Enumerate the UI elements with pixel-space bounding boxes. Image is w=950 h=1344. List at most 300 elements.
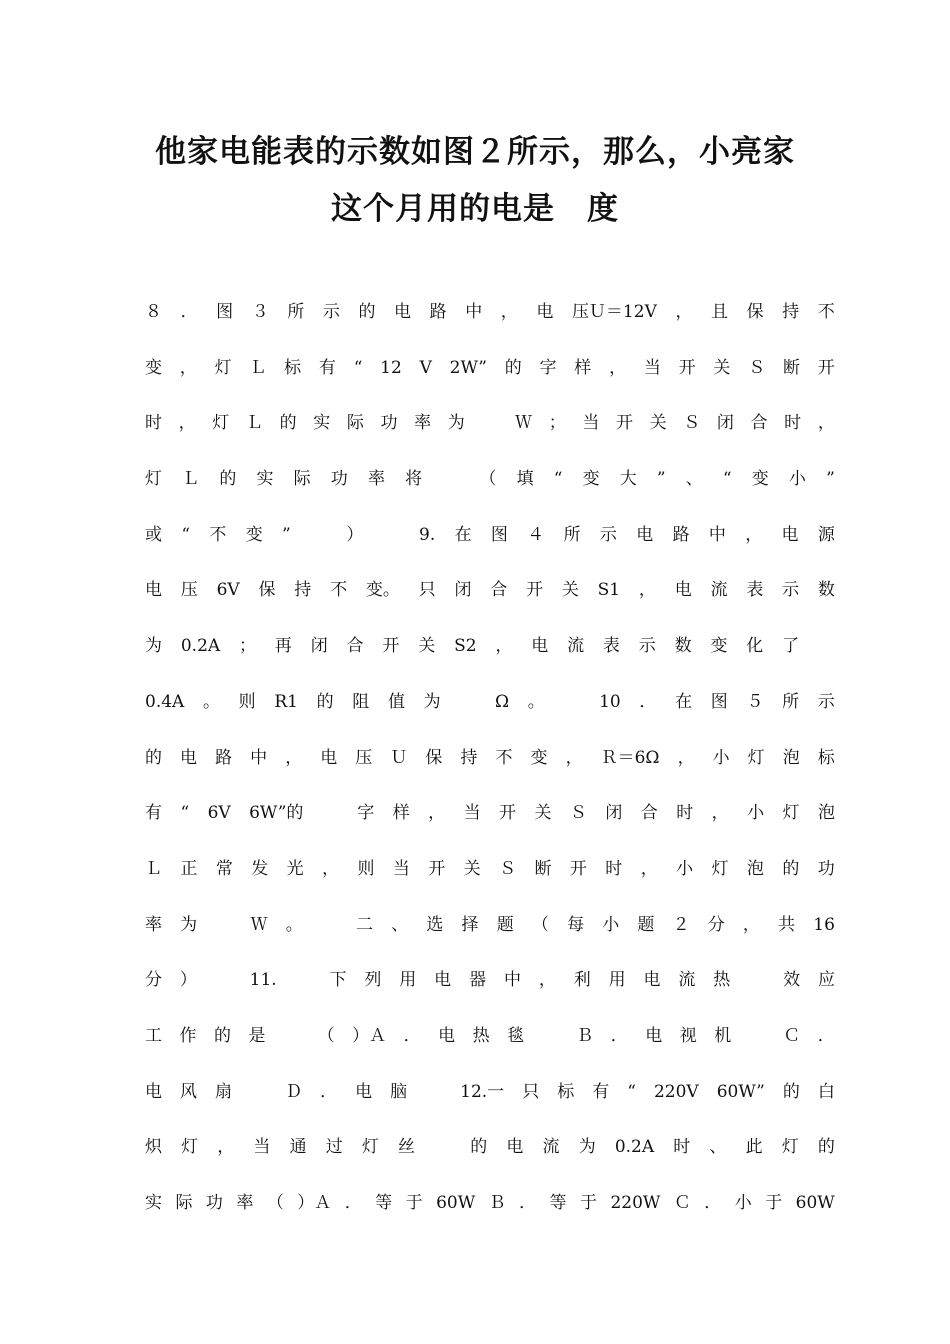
body-token: 为 [423,691,441,712]
body-token: 闭 [716,413,734,434]
body-token: 此 [745,1137,763,1158]
body-token: 0.2A [614,1137,655,1158]
body-token: 实 [256,469,274,490]
body-token: 断 [782,357,800,378]
body-token: 示 [782,580,800,601]
body-token: 小 [676,858,694,879]
body-token [321,909,338,965]
body-token: 时 [673,1137,691,1158]
body-token: 功 [380,413,398,434]
body-token: 持 [460,747,478,768]
body-token: 11. [249,970,277,991]
body-token: 际 [346,413,364,434]
body-token [749,1020,766,1076]
body-token: 0.4A [145,691,185,712]
body-token: （ [531,914,549,935]
body-token: ３ [251,302,269,322]
body-token: 电 [645,1025,663,1046]
body-token: 作 [179,1025,197,1046]
body-token: 灯 [747,747,765,768]
body-token: 0.2A [180,636,221,657]
body-token: “ [180,803,190,824]
body-token: 应 [817,970,835,991]
body-token: 工 [145,1025,162,1046]
body-token: Ｌ [249,357,267,378]
body-token: 且 [711,302,729,322]
body-token: ” [826,469,835,490]
body-token: 路 [672,524,690,545]
body-token: （ [317,1025,335,1046]
body-token: ）Ａ [297,1193,332,1213]
body-token: 中 [503,970,521,991]
body-token: 开 [526,580,544,601]
body-token: 电 [636,524,654,545]
body-token: ５ [746,691,764,712]
body-token [442,463,459,519]
body-token: ； [239,636,256,657]
body-token: 中 [465,302,483,322]
body-token: 样 [574,357,592,378]
body-token: 关 [418,636,436,657]
body-token: 分 [707,914,725,935]
body-line [145,1020,835,1076]
body-token: 值 [387,691,405,712]
body-token: 60W [795,1193,835,1213]
body-token: 有 [145,803,162,824]
body-token: 开 [382,636,400,657]
body-line [145,352,835,408]
body-token: 分 [145,970,162,991]
body-token: 9. [419,524,436,545]
body-token [250,1076,267,1132]
body-token: 利 [573,970,591,991]
body-token: 白 [817,1081,835,1102]
body-token: 光 [286,858,304,879]
body-token: 16 [813,914,835,935]
body-token: ） [179,970,197,991]
body-token: 电 [355,1081,373,1102]
body-token [383,519,400,575]
body-token: 开 [569,858,587,879]
body-token: 在 [454,524,472,545]
body-token: S2 [454,636,477,657]
body-token: 实 [145,1193,162,1213]
body-line [145,1131,835,1187]
body-token: 实 [313,413,331,434]
body-token: ， [817,413,835,434]
body-token: 电 [394,302,412,322]
body-token: 阻 [352,691,370,712]
body-token: 开 [817,357,835,378]
body-token: S1 [597,580,621,601]
body-token: 电 [145,580,162,601]
body-token: 12.一 [460,1081,505,1102]
body-token: 。 [202,691,220,712]
body-token: 为 [447,413,465,434]
body-token: 发 [251,858,269,879]
body-token: 路 [215,747,233,768]
body-token: 当 [392,858,410,879]
body-line [145,686,835,742]
body-token: 每 [567,914,585,935]
body-token: 所 [782,691,800,712]
body-token: （ [266,1193,284,1213]
body-token: 。 [527,691,545,712]
body-token: 率 [367,469,385,490]
body-token: 灯 [782,803,800,824]
body-token: 选 [426,914,444,935]
body-token: 变 [710,636,728,657]
body-token: “ [553,469,563,490]
body-token: 不 [330,580,348,601]
body-token: ， [742,914,760,935]
body-token: 毯 [507,1025,525,1046]
body-token: ２ [672,914,690,935]
body-token: 泡 [746,858,764,879]
body-token [283,1020,300,1076]
body-token: ， [638,580,656,601]
body-token: 所 [563,524,581,545]
body-token: 功 [205,1193,223,1213]
body-token: 流 [710,580,728,601]
body-token: 断 [534,858,552,879]
body-token: 数 [674,636,692,657]
body-token: Ｕ [390,747,408,768]
body-token [459,686,476,742]
body-token: 泡 [782,747,800,768]
body-token: Ｌ [145,858,162,879]
body-token: 6V [207,803,231,824]
body-line [145,407,835,463]
body-token: Ｃ [673,1193,691,1213]
body-token: 220V [653,1081,699,1102]
body-token: 择 [461,914,479,935]
body-token: 关 [713,357,731,378]
body-token: 机 [714,1025,732,1046]
body-token: 或 [145,524,162,545]
body-token: Ｗ [515,413,533,434]
body-token: 电 [531,636,549,657]
body-token: 的 [219,469,237,490]
body-token: 列 [364,970,382,991]
body-token: ； [548,413,566,434]
body-token: 只 [418,580,436,601]
body-token: 路 [429,302,447,322]
body-token: 的 [145,747,162,768]
body-token: 关 [463,858,481,879]
body-token: 电 [781,524,799,545]
body-token: 数 [817,580,835,601]
body-token: ， [711,803,729,824]
body-token: 的 [358,302,376,322]
body-token: 合 [490,580,508,601]
body-token: ， [322,858,340,879]
body-token: 图 [490,524,508,545]
body-token: Ｓ [499,858,517,879]
body-token: Ｓ [748,357,766,378]
body-token: 合 [346,636,364,657]
body-token: 220W [610,1193,661,1213]
body-token [215,909,232,965]
body-line [145,797,835,853]
body-token: 变 [145,357,162,378]
body-token [425,1076,442,1132]
body-token: 大 [619,469,637,490]
body-token: 变。 [365,580,400,601]
body-token: 率 [236,1193,254,1213]
body-token: 的 [470,1137,488,1158]
body-token: ， [565,747,583,768]
body-token: 为 [578,1137,596,1158]
body-token [310,519,327,575]
body-token: ， [217,1137,235,1158]
body-token: 关 [534,803,552,824]
body-line [145,742,835,798]
body-token: 的 [316,691,334,712]
body-line [145,853,835,909]
body-token: ， [495,636,513,657]
body-token: 、 [709,1137,727,1158]
body-token: 源 [817,524,835,545]
body-token: 题 [637,914,655,935]
body-token: 灯 [781,1137,799,1158]
body-token: 下 [329,970,347,991]
body-token: ， [677,747,695,768]
body-token: 正 [180,858,198,879]
body-token: 电 [320,747,338,768]
body-token: 中 [250,747,268,768]
body-token: “ [181,524,191,545]
body-token: Ｗ [250,914,268,935]
body-token: 的 [782,858,800,879]
body-token: 小 [602,914,620,935]
body-token: 的 [214,1025,232,1046]
body-token: ． [519,1193,537,1213]
body-token: 于 [765,1193,783,1213]
body-token: Ｃ [783,1025,801,1046]
body-token: 闭 [454,580,472,601]
body-token: 小 [747,803,765,824]
body-line [145,630,835,686]
body-token: 的 [782,1081,800,1102]
body-token: 炽 [145,1137,162,1158]
body-token: 电 [145,1081,162,1102]
body-token: 标 [557,1081,575,1102]
body-token: 。 [285,914,303,935]
body-token: 当 [253,1137,271,1158]
body-token: V [419,357,432,378]
body-token: 电 [180,747,198,768]
body-token: 灯 [212,413,230,434]
body-token: 热 [713,970,731,991]
body-token: 是 [248,1025,266,1046]
body-token: 填 [516,469,534,490]
body-token: 中 [708,524,726,545]
body-token: 标 [817,747,835,768]
body-token: Ｂ [488,1193,506,1213]
body-token: ， [179,357,197,378]
body-token: ． [403,1025,421,1046]
body-token [322,797,339,853]
body-line [145,463,835,519]
body-token: 题 [496,914,514,935]
body-token: 灯 [145,469,162,490]
body-token: 压Ｕ＝12V [571,302,657,322]
body-token: 当 [643,357,661,378]
body-token: 的 [817,1137,835,1158]
body-token: 率 [414,413,432,434]
body-token: 电 [674,580,692,601]
body-token: 字 [357,803,375,824]
body-token: ” [656,469,666,490]
body-token: 6V [216,580,240,601]
body-token: “ [722,469,732,490]
document-title-line-2: 这个月用的电是 度 [331,191,619,227]
body-token: 等 [375,1193,393,1213]
body-token [563,686,580,742]
body-token: ， [500,302,518,322]
body-token: 当 [582,413,600,434]
body-token: 视 [679,1025,697,1046]
body-token: 丝 [397,1137,415,1158]
body-token: 于 [580,1193,597,1213]
body-line [145,296,835,352]
body-token: 有 [318,357,336,378]
body-token: 保 [258,580,276,601]
body-token: 在 [675,691,693,712]
body-token: 变 [582,469,600,490]
body-token: 用 [399,970,417,991]
body-token: 电 [536,302,554,322]
body-token: 共 [778,914,796,935]
body-token: 际 [175,1193,193,1213]
body-token: 60W [436,1193,476,1213]
body-token: 不 [209,524,227,545]
body-token: ， [609,357,627,378]
body-token: 灯 [711,858,729,879]
body-token: 开 [615,413,633,434]
body-token: 扇 [215,1081,233,1102]
body-token: 压 [180,580,198,601]
body-token: 表 [746,580,764,601]
body-token: 流 [678,970,696,991]
body-line [145,964,835,1020]
body-token: 将 [405,469,423,490]
body-token: 示 [322,302,340,322]
body-token: 效 [783,970,801,991]
body-token: 有 [592,1081,610,1102]
body-line [145,519,835,575]
body-token: 保 [425,747,443,768]
body-token: 再 [274,636,292,657]
body-token: 2W” [449,357,487,378]
body-token: 合 [750,413,768,434]
body-token: 变 [245,524,263,545]
body-token: 灯 [214,357,232,378]
body-token: ４ [527,524,545,545]
body-token: 开 [678,357,696,378]
body-token: 、 [685,469,703,490]
body-token: 关 [649,413,667,434]
body-token: 示 [638,636,656,657]
body-token: 时 [605,858,623,879]
body-token: 了 [782,636,800,657]
body-token: 电 [434,970,452,991]
body-token: ， [178,413,196,434]
body-token: 的 [279,413,297,434]
body-token: 标 [284,357,302,378]
body-token: 灯 [361,1137,379,1158]
body-token: 不 [817,302,835,322]
body-token: ． [639,691,657,712]
body-token: 化 [746,636,764,657]
body-token: 变 [530,747,548,768]
body-token: Ω [494,691,510,712]
body-token: Ｄ [285,1081,303,1102]
body-token: 小 [734,1193,752,1213]
body-token: Ｌ [182,469,200,490]
body-token: ． [344,1193,362,1213]
body-token: 图 [710,691,728,712]
body-token: Ｌ [245,413,263,434]
body-token: 电 [643,970,661,991]
body-token: 不 [495,747,513,768]
body-token: ， [285,747,303,768]
body-token: ， [428,803,446,824]
body-token [542,1020,559,1076]
body-token: 则 [357,858,375,879]
body-line [145,909,835,965]
body-token: ． [817,1025,835,1046]
body-token: Ｒ＝6Ω [600,747,660,768]
body-token: 热 [472,1025,490,1046]
body-token: ， [538,970,556,991]
body-token: ８ [145,302,162,322]
body-token: 闭 [605,803,623,824]
body-token: 小 [788,469,806,490]
body-token: Ｂ [576,1025,594,1046]
body-token: ） [346,524,364,545]
body-token: 示 [599,524,617,545]
body-token: ． [610,1025,628,1046]
body-token: 图 [216,302,234,322]
body-token: 泡 [817,803,835,824]
body-token: 持 [294,580,312,601]
body-token [748,964,765,1020]
body-token: 关 [561,580,579,601]
body-token: 电 [506,1137,524,1158]
body-token: 样 [392,803,410,824]
body-token: 开 [499,803,517,824]
body-token: 开 [428,858,446,879]
body-token: ． [180,302,198,322]
body-token: 12 [380,357,402,378]
body-token: 当 [463,803,481,824]
body-token [481,407,498,463]
body-token: 器 [469,970,487,991]
body-token: 为 [180,914,198,935]
body-token: 6W”的 [249,803,304,824]
body-token: 电 [438,1025,456,1046]
body-token: 合 [640,803,658,824]
document-body [145,296,835,1243]
body-token: 压 [355,747,373,768]
body-token: 变 [751,469,769,490]
body-token: R1 [274,691,298,712]
document-title-line-1: 他家电能表的示数如图２所示，那么，小亮家 [155,134,795,170]
body-token: “ [353,357,363,378]
body-token: 时 [676,803,694,824]
